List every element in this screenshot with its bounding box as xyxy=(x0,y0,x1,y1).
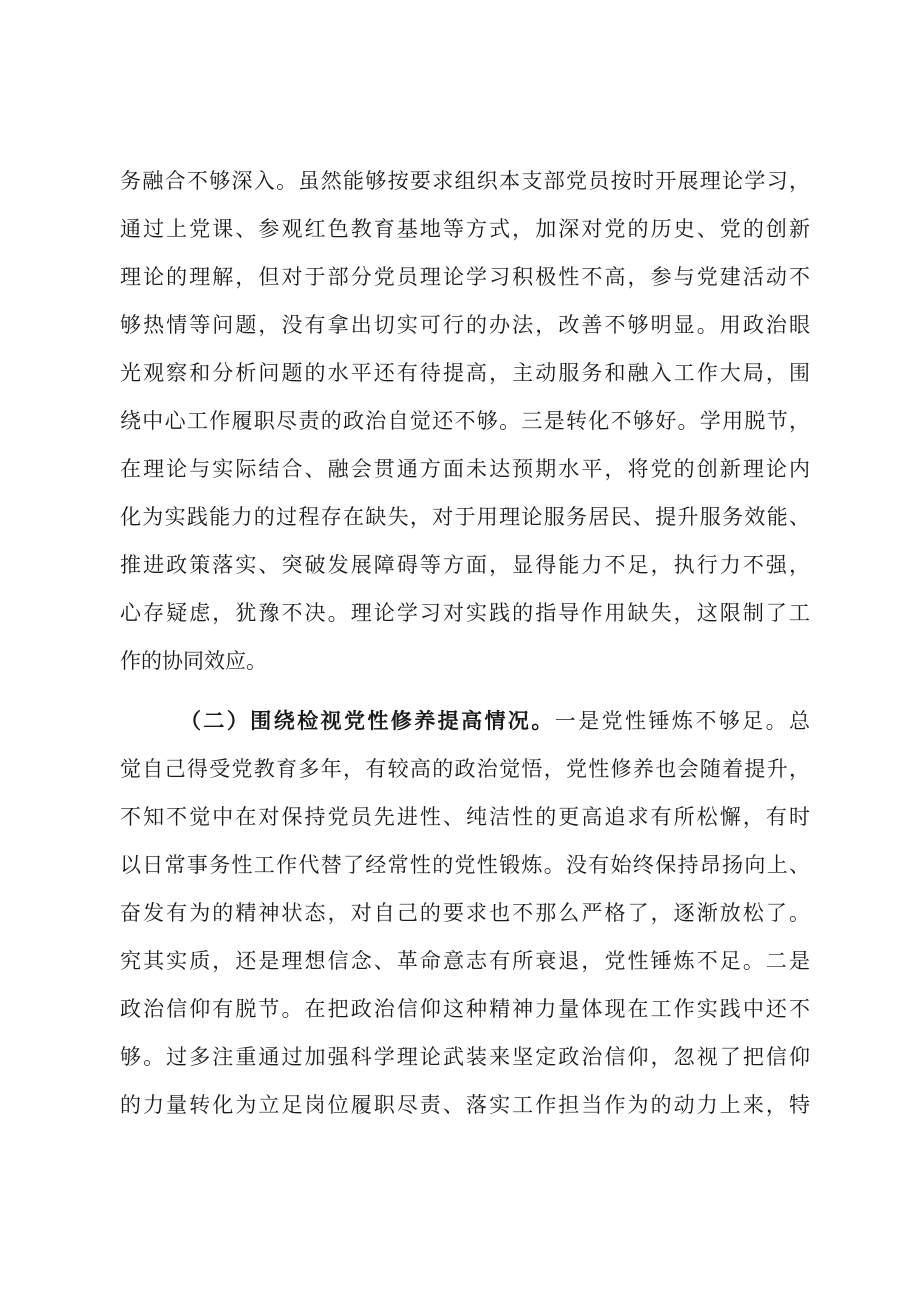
text-line: 作的协同效应。 xyxy=(120,649,267,673)
text-line: 理论的理解，但对于部分党员理论学习积极性不高，参与党建活动不 xyxy=(120,265,810,289)
text-line: 觉自己得受党教育多年，有较高的政治觉悟，党性修养也会随着提升， xyxy=(120,757,810,781)
text-line: 绕中心工作履职尽责的政治自觉还不够。三是转化不够好。学用脱节， xyxy=(120,409,810,433)
text-line: 够。过多注重通过加强科学理论武装来坚定政治信仰，忽视了把信仰 xyxy=(120,1045,810,1069)
body-paragraph-1 xyxy=(120,157,810,685)
text-line: 究其实质，还是理想信念、革命意志有所衰退，党性锤炼不足。二是 xyxy=(120,949,810,973)
text-line: 以日常事务性工作代替了经常性的党性锻炼。没有始终保持昂扬向上、 xyxy=(120,853,810,877)
section-heading: （二）围绕检视党性修养提高情况。 xyxy=(180,708,555,733)
text-line: 在理论与实际结合、融会贯通方面未达预期水平，将党的创新理论内 xyxy=(120,457,810,481)
text-line: 奋发有为的精神状态，对自己的要求也不那么严格了，逐渐放松了。 xyxy=(120,901,810,925)
body-paragraph-2 xyxy=(120,697,810,1129)
text-line: 通过上党课、参观红色教育基地等方式，加深对党的历史、党的创新 xyxy=(120,217,810,241)
text-line: 化为实践能力的过程存在缺失，对于用理论服务居民、提升服务效能、 xyxy=(120,505,810,529)
text-line: 政治信仰有脱节。在把政治信仰这种精神力量体现在工作实践中还不 xyxy=(120,997,810,1021)
paragraph-first-line xyxy=(120,697,810,745)
text-line: 务融合不够深入。虽然能够按要求组织本支部党员按时开展理论学习， xyxy=(120,169,810,193)
text-line: 的力量转化为立足岗位履职尽责、落实工作担当作为的动力上来，特 xyxy=(120,1093,810,1117)
text-line: 光观察和分析问题的水平还有待提高，主动服务和融入工作大局，围 xyxy=(120,361,810,385)
text-line: 够热情等问题，没有拿出切实可行的办法，改善不够明显。用政治眼 xyxy=(120,313,810,337)
text-line: 推进政策落实、突破发展障碍等方面，显得能力不足，执行力不强， xyxy=(120,553,810,577)
text-line: 心存疑虑，犹豫不决。理论学习对实践的指导作用缺失，这限制了工 xyxy=(120,601,810,625)
text-line: 不知不觉中在对保持党员先进性、纯洁性的更高追求有所松懈，有时 xyxy=(120,805,810,829)
heading-continuation: 一是党性锤炼不够足。总 xyxy=(554,709,811,733)
